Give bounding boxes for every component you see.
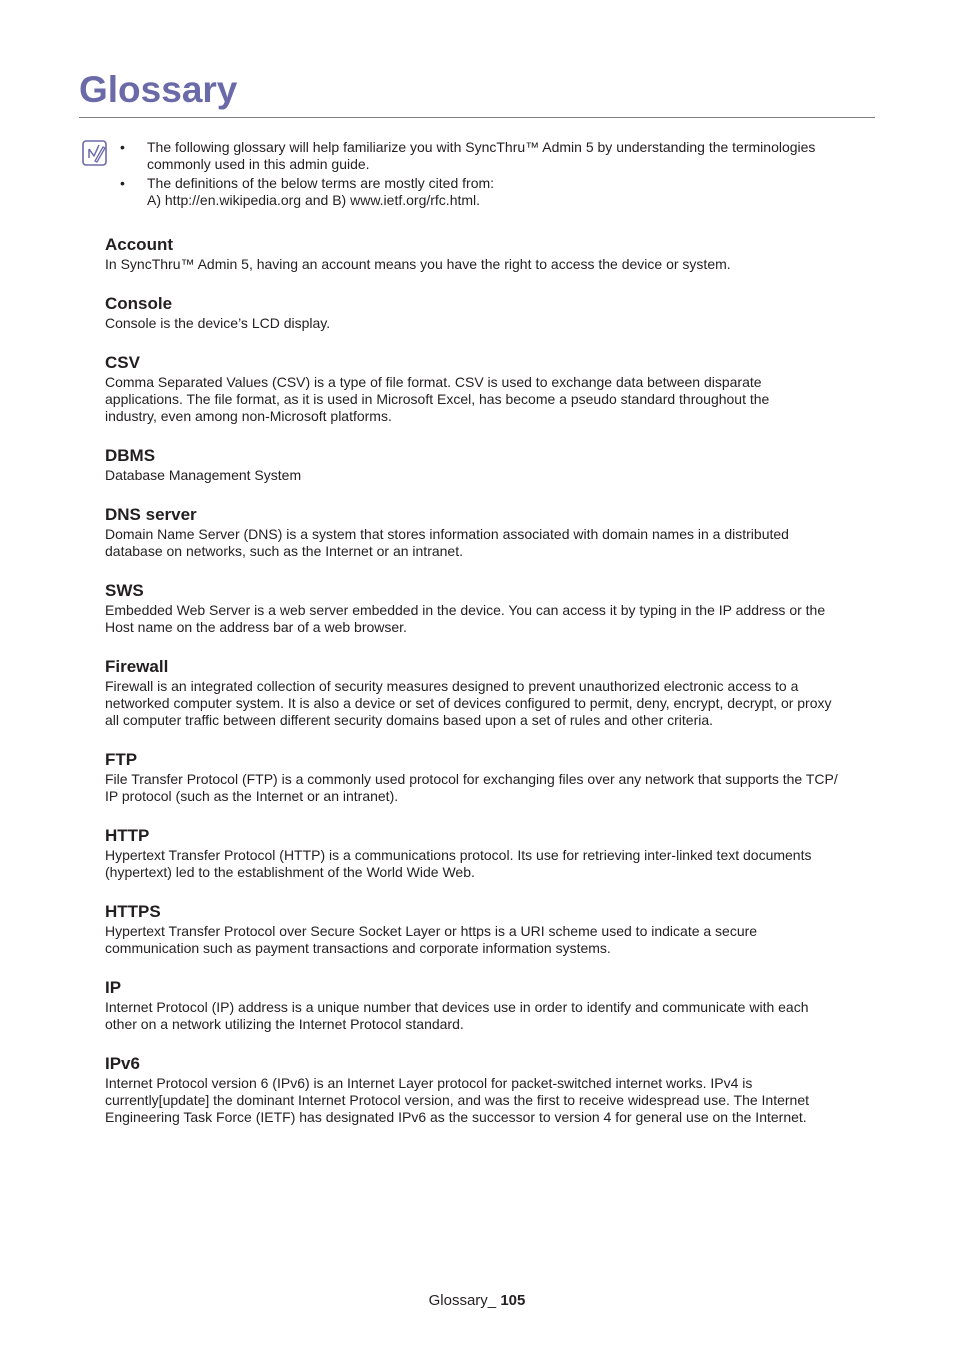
term-heading: HTTPS bbox=[105, 902, 161, 921]
definition-line: communication such as payment transactions and corporate information systems. bbox=[105, 940, 611, 956]
term-definition bbox=[105, 602, 880, 636]
definition-line: currently[update] the dominant Internet Protocol version, and was the first to receive widespread use. The Internet bbox=[105, 1092, 810, 1108]
definition-line: Firewall is an integrated collection of security measures designed to prevent unauthorized electronic access to a bbox=[105, 678, 799, 694]
term-heading: Firewall bbox=[105, 657, 169, 676]
note-line: A) http://en.wikipedia.org and B) www.ietf.org/rfc.html. bbox=[147, 192, 481, 208]
term-heading: IPv6 bbox=[105, 1054, 140, 1073]
glossary-entry bbox=[105, 445, 880, 484]
term-definition bbox=[105, 256, 880, 273]
term-heading: IP bbox=[105, 978, 122, 997]
glossary-entry bbox=[105, 656, 880, 729]
definition-line: all computer traffic between different security domains based upon a set of rules and other criteria. bbox=[105, 712, 714, 728]
definition-line: Hypertext Transfer Protocol (HTTP) is a communications protocol. Its use for retrieving inter-linked text documents bbox=[105, 847, 812, 863]
definition-line: database on networks, such as the Internet or an intranet. bbox=[105, 543, 463, 559]
note-pencil-icon bbox=[82, 139, 108, 167]
page-number: 105 bbox=[500, 1292, 526, 1309]
term-definition bbox=[105, 526, 880, 560]
glossary-entry bbox=[105, 1053, 880, 1126]
title-divider bbox=[79, 117, 875, 118]
definition-line: Internet Protocol version 6 (IPv6) is an Internet Layer protocol for packet-switched internet works. IPv4 is bbox=[105, 1075, 753, 1091]
term-definition bbox=[105, 374, 880, 425]
term-definition bbox=[105, 923, 880, 957]
note-line: commonly used in this admin guide. bbox=[147, 156, 370, 172]
term-definition bbox=[105, 771, 880, 805]
note-item bbox=[120, 139, 880, 173]
definition-line: Host name on the address bar of a web browser. bbox=[105, 619, 407, 635]
definition-line: Console is the device’s LCD display. bbox=[105, 315, 331, 331]
bullet: • bbox=[120, 175, 125, 191]
definition-line: Comma Separated Values (CSV) is a type of file format. CSV is used to exchange data between disparate bbox=[105, 374, 762, 390]
definition-line: applications. The file format, as it is used in Microsoft Excel, has become a pseudo standard throughout the bbox=[105, 391, 770, 407]
term-heading: FTP bbox=[105, 750, 138, 769]
glossary-entry bbox=[105, 504, 880, 560]
definition-line: other on a network utilizing the Internet Protocol standard. bbox=[105, 1016, 464, 1032]
definition-line: In SyncThru™ Admin 5, having an account means you have the right to access the device or system. bbox=[105, 256, 731, 272]
glossary-entry bbox=[105, 977, 880, 1033]
term-heading: Console bbox=[105, 294, 173, 313]
definition-line: (hypertext) led to the establishment of the World Wide Web. bbox=[105, 864, 475, 880]
definition-line: Database Management System bbox=[105, 467, 302, 483]
glossary-entry bbox=[105, 825, 880, 881]
term-heading: DBMS bbox=[105, 446, 156, 465]
note-line: The definitions of the below terms are mostly cited from: bbox=[147, 175, 495, 191]
definition-line: File Transfer Protocol (FTP) is a commonly used protocol for exchanging files over any network that supports the TCP/ bbox=[105, 771, 838, 787]
definition-line: Engineering Task Force (IETF) has designated IPv6 as the successor to version 4 for general use on the Internet. bbox=[105, 1109, 807, 1125]
term-heading: HTTP bbox=[105, 826, 150, 845]
definition-line: networked computer system. It is also a device or set of devices configured to permit, deny, encrypt, decrypt, or proxy bbox=[105, 695, 832, 711]
page-title: Glossary bbox=[79, 69, 238, 110]
definition-line: Hypertext Transfer Protocol over Secure Socket Layer or https is a URI scheme used to indicate a secure bbox=[105, 923, 758, 939]
term-heading: SWS bbox=[105, 581, 144, 600]
term-definition bbox=[105, 467, 880, 484]
term-heading: CSV bbox=[105, 353, 140, 372]
glossary-entry bbox=[105, 580, 880, 636]
term-definition bbox=[105, 847, 880, 881]
note-item bbox=[120, 175, 880, 209]
term-definition bbox=[105, 999, 880, 1033]
glossary-entry bbox=[105, 352, 880, 425]
bullet: • bbox=[120, 139, 125, 155]
glossary-entry bbox=[105, 901, 880, 957]
glossary-term-list bbox=[105, 234, 880, 1146]
term-definition bbox=[105, 678, 880, 729]
definition-line: Domain Name Server (DNS) is a system that stores information associated with domain names in a distributed bbox=[105, 526, 789, 542]
term-definition bbox=[105, 1075, 880, 1126]
note-list bbox=[120, 139, 880, 211]
term-heading: DNS server bbox=[105, 505, 197, 524]
glossary-entry bbox=[105, 234, 880, 273]
definition-line: IP protocol (such as the Internet or an intranet). bbox=[105, 788, 399, 804]
definition-line: industry, even among non-Microsoft platforms. bbox=[105, 408, 392, 424]
footer-section-label: Glossary_ bbox=[428, 1292, 497, 1309]
note-line: The following glossary will help familiarize you with SyncThru™ Admin 5 by understanding the terminologies bbox=[147, 139, 816, 155]
glossary-entry bbox=[105, 749, 880, 805]
term-definition bbox=[105, 315, 880, 332]
definition-line: Embedded Web Server is a web server embedded in the device. You can access it by typing in the IP address or the bbox=[105, 602, 826, 618]
term-heading: Account bbox=[105, 235, 173, 254]
page-footer bbox=[0, 1291, 954, 1311]
glossary-entry bbox=[105, 293, 880, 332]
definition-line: Internet Protocol (IP) address is a unique number that devices use in order to identify and communicate with each bbox=[105, 999, 809, 1015]
